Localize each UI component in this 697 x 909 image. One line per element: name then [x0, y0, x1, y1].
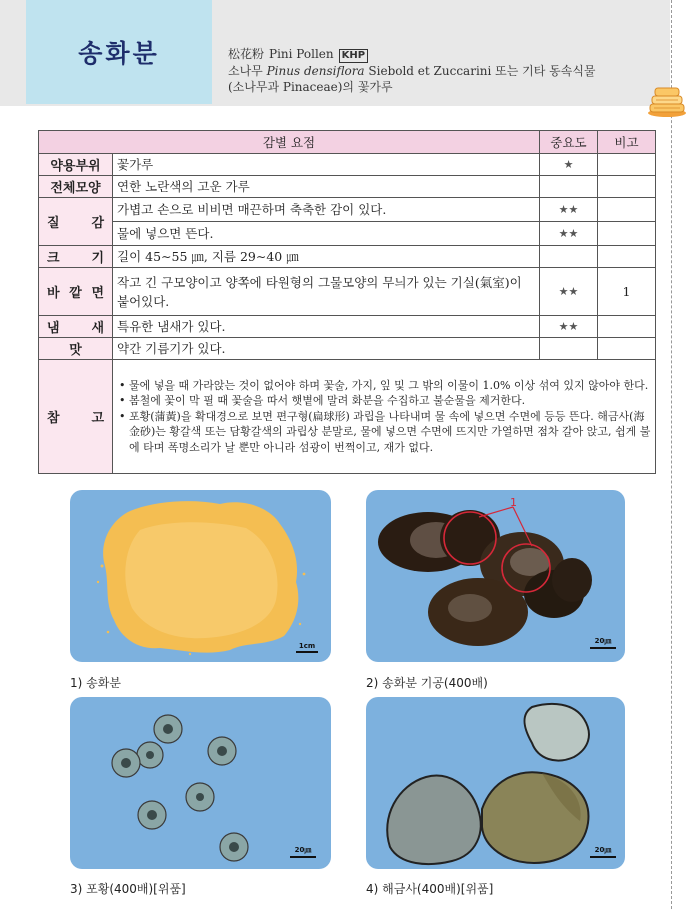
header-note: 비고	[598, 131, 656, 154]
header-importance: 중요도	[540, 131, 598, 154]
lygodium-spore-image	[366, 697, 625, 869]
row-note	[598, 154, 656, 176]
herb-origin	[228, 63, 668, 79]
row-label-smell: 냄 새	[39, 316, 113, 338]
importance-stars: ★	[540, 154, 598, 176]
row-desc: 약간 기름기가 있다.	[113, 338, 540, 360]
header-key-points: 감별 요점	[39, 131, 540, 154]
origin-suffix: Siebold et Zuccarini 또는 기타 동속식물	[368, 64, 596, 78]
table-row-reference	[39, 360, 656, 474]
row-note	[598, 246, 656, 268]
row-label: 전체모양	[39, 176, 113, 198]
row-note	[598, 338, 656, 360]
book-stack-icon	[646, 84, 688, 118]
herb-info	[228, 46, 668, 95]
table-header-row	[39, 131, 656, 154]
scale-bar-20um: 20㎛	[590, 845, 616, 858]
importance-stars: ★★	[540, 268, 598, 316]
page-title: 송화분	[78, 39, 160, 68]
row-desc: 가볍고 손으로 비비면 매끈하며 축축한 감이 있다.	[113, 198, 540, 222]
row-note	[598, 176, 656, 198]
row-desc: 연한 노란색의 고운 가루	[113, 176, 540, 198]
importance-stars: ★★	[540, 316, 598, 338]
table-row	[39, 176, 656, 198]
row-desc: 특유한 냄새가 있다.	[113, 316, 540, 338]
reference-item: • 물에 넣을 때 가라앉는 것이 없어야 하며 꽃술, 가지, 잎 및 그 밖의 이물이 1.0% 이상 섞여 있지 않아야 한다.	[129, 378, 651, 394]
row-desc: 작고 긴 구모양이고 양쪽에 타원형의 그물모양의 무늬가 있는 기실(氣室)이 붙어있다.	[113, 268, 540, 316]
page-edge-line	[671, 0, 672, 909]
table-row	[39, 222, 656, 246]
title-box	[26, 0, 212, 104]
importance-stars	[540, 338, 598, 360]
scale-bar-20um: 20㎛	[590, 636, 616, 649]
figure-pollen-sacs-photo	[366, 490, 625, 662]
row-desc: 물에 넣으면 뜬다.	[113, 222, 540, 246]
herb-names	[228, 46, 668, 63]
marker-label: 1	[510, 496, 517, 509]
table-row	[39, 246, 656, 268]
row-note	[598, 198, 656, 222]
reference-item: • 봄철에 꽃이 막 필 때 꽃술을 따서 햇볕에 말려 화분을 수집하고 불순물을 제거한다.	[129, 393, 651, 409]
row-label: 약용부위	[39, 154, 113, 176]
table-row	[39, 198, 656, 222]
row-label-reference: 참 고	[39, 360, 113, 474]
row-note	[598, 222, 656, 246]
row-label-size: 크 기	[39, 246, 113, 268]
table-row	[39, 316, 656, 338]
reference-notes	[113, 360, 656, 474]
scale-bar-20um: 20㎛	[290, 845, 316, 858]
row-label-surface: 바 깥 면	[39, 268, 113, 316]
pollen-powder-image	[70, 490, 331, 662]
figure-pine-pollen-photo	[70, 490, 331, 662]
figure-caption: 1) 송화분	[70, 676, 121, 690]
scale-bar-1cm: 1cm	[296, 642, 318, 653]
species-name: Pinus densiflora	[266, 64, 365, 78]
khp-badge: KHP	[339, 49, 368, 63]
row-note: 1	[598, 268, 656, 316]
row-label: 맛	[39, 338, 113, 360]
row-label-texture: 질 감	[39, 198, 113, 246]
table-row	[39, 268, 656, 316]
figure-caption: 3) 포황(400배)[위품]	[70, 882, 186, 896]
herb-family: (소나무과 Pinaceae)의 꽃가루	[228, 80, 393, 94]
importance-stars	[540, 246, 598, 268]
importance-stars: ★★	[540, 198, 598, 222]
figure-cattail-pollen-photo	[70, 697, 331, 869]
table-row	[39, 338, 656, 360]
table-row	[39, 154, 656, 176]
origin-prefix: 소나무	[228, 64, 263, 78]
figure-lygodium-spore-photo	[366, 697, 625, 869]
figure-caption: 4) 해금사(400배)[위품]	[366, 882, 494, 896]
herb-hanja: 松花粉	[228, 47, 265, 61]
identification-table	[38, 130, 656, 474]
herb-latin: Pini Pollen	[269, 47, 334, 61]
figure-caption: 2) 송화분 기공(400배)	[366, 676, 488, 690]
row-note	[598, 316, 656, 338]
cattail-pollen-image	[70, 697, 331, 869]
importance-stars: ★★	[540, 222, 598, 246]
reference-item: • 포황(蒲黃)을 확대경으로 보면 편구형(扁球形) 과립을 나타내며 물 속에 넣으면 수면에 등등 뜬다. 해금사(海金砂)는 황갈색 또는 담황갈색의 과립상 분말로, 물에 넣으면 수면에 뜨지만 가열하면 점차 갈아 앉고, 쉽게 불에 타며 폭명소리가 날 뿐만 아니라 섬광이 번쩍이고, 재가 없다.	[129, 409, 651, 456]
row-desc: 꽃가루	[113, 154, 540, 176]
importance-stars	[540, 176, 598, 198]
pollen-sacs-image	[366, 490, 625, 662]
row-desc: 길이 45∼55 ㎛, 지름 29∼40 ㎛	[113, 246, 540, 268]
